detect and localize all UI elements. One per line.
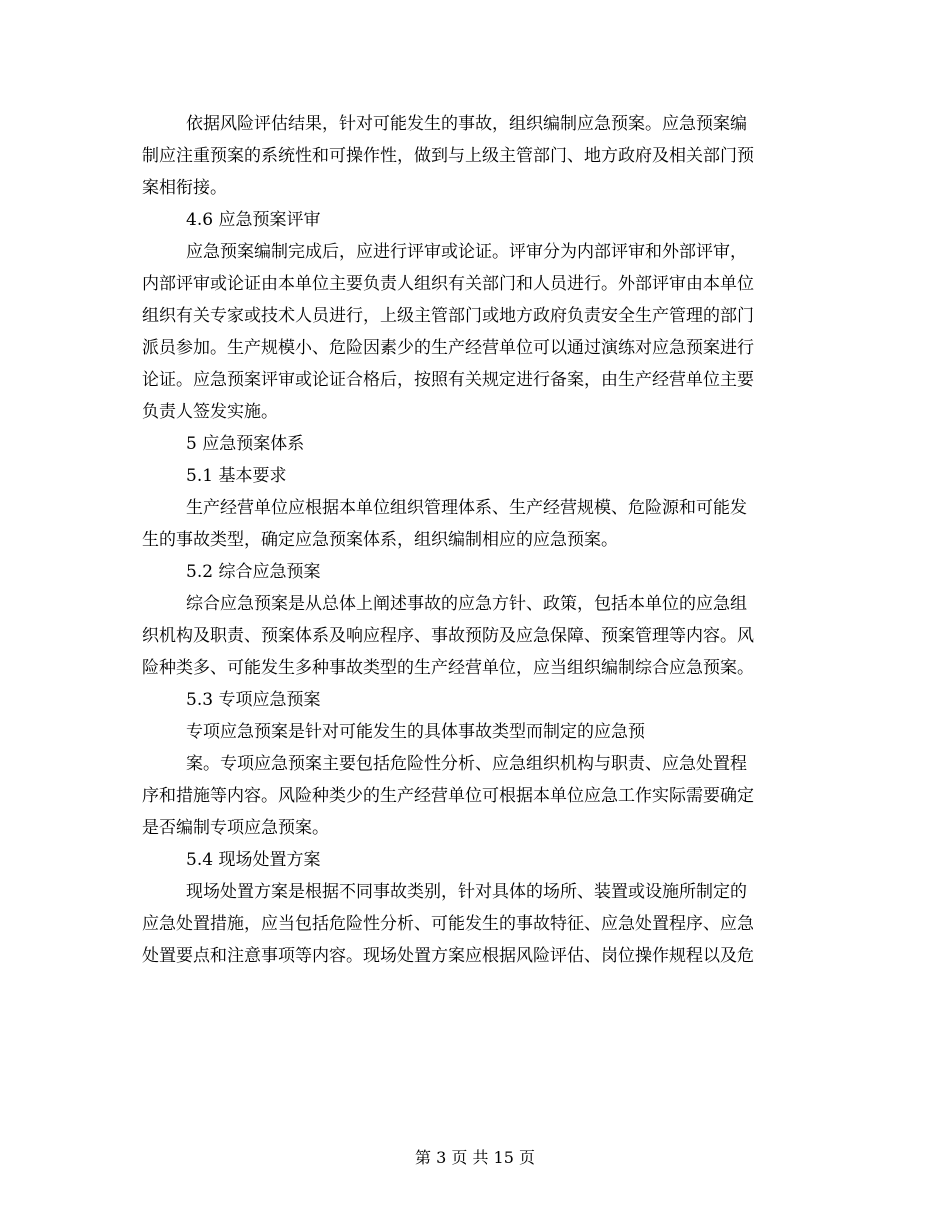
paragraph-line: 派员参加。生产规模小、危险因素少的生产经营单位可以通过演练对应急预案进行: [142, 338, 754, 358]
section-heading: 5.3 专项应急预案: [186, 690, 321, 710]
paragraph-line: 制应注重预案的系统性和可操作性，做到与上级主管部门、地方政府及相关部门预: [142, 146, 754, 166]
paragraph-line: 序和措施等内容。风险种类少的生产经营单位可根据本单位应急工作实际需要确定: [142, 786, 754, 806]
paragraph-line: 处置要点和注意事项等内容。现场处置方案应根据风险评估、岗位操作规程以及危: [142, 946, 754, 966]
paragraph-line: 论证。应急预案评审或论证合格后，按照有关规定进行备案，由生产经营单位主要: [142, 370, 754, 390]
page-number-label: 第 3 页 共 15 页: [415, 1148, 535, 1167]
paragraph-line: 案相衔接。: [142, 178, 227, 198]
section-heading: 5.2 综合应急预案: [186, 562, 321, 582]
paragraph-line: 应急处置措施，应当包括危险性分析、可能发生的事故特征、应急处置程序、应急: [142, 914, 754, 934]
paragraph-line: 生的事故类型，确定应急预案体系，组织编制相应的应急预案。: [142, 530, 618, 550]
page-footer: [0, 1146, 950, 1170]
paragraph-line: 综合应急预案是从总体上阐述事故的应急方针、政策，包括本单位的应急组: [186, 594, 747, 614]
section-heading: 5 应急预案体系: [186, 434, 305, 454]
paragraph-line: 生产经营单位应根据本单位组织管理体系、生产经营规模、危险源和可能发: [186, 498, 747, 518]
paragraph-line: 依据风险评估结果，针对可能发生的事故，组织编制应急预案。应急预案编: [186, 114, 747, 134]
paragraph-line: 应急预案编制完成后，应进行评审或论证。评审分为内部评审和外部评审，: [186, 242, 747, 262]
section-heading: 4.6 应急预案评审: [186, 210, 321, 230]
paragraph-line: 专项应急预案是针对可能发生的具体事故类型而制定的应急预: [186, 722, 645, 742]
paragraph-line: 是否编制专项应急预案。: [142, 818, 329, 838]
document-body: [142, 108, 814, 972]
paragraph-line: 组织有关专家或技术人员进行，上级主管部门或地方政府负责安全生产管理的部门: [142, 306, 754, 326]
paragraph-line: 现场处置方案是根据不同事故类别，针对具体的场所、装置或设施所制定的: [186, 882, 747, 902]
paragraph-line: 负责人签发实施。: [142, 402, 278, 422]
section-heading: 5.4 现场处置方案: [186, 850, 321, 870]
paragraph-line: 案。专项应急预案主要包括危险性分析、应急组织机构与职责、应急处置程: [186, 754, 747, 774]
paragraph-line: 织机构及职责、预案体系及响应程序、事故预防及应急保障、预案管理等内容。风: [142, 626, 754, 646]
paragraph-line: 内部评审或论证由本单位主要负责人组织有关部门和人员进行。外部评审由本单位: [142, 274, 754, 294]
section-heading: 5.1 基本要求: [186, 466, 287, 486]
paragraph-line: 险种类多、可能发生多种事故类型的生产经营单位，应当组织编制综合应急预案。: [142, 658, 754, 678]
